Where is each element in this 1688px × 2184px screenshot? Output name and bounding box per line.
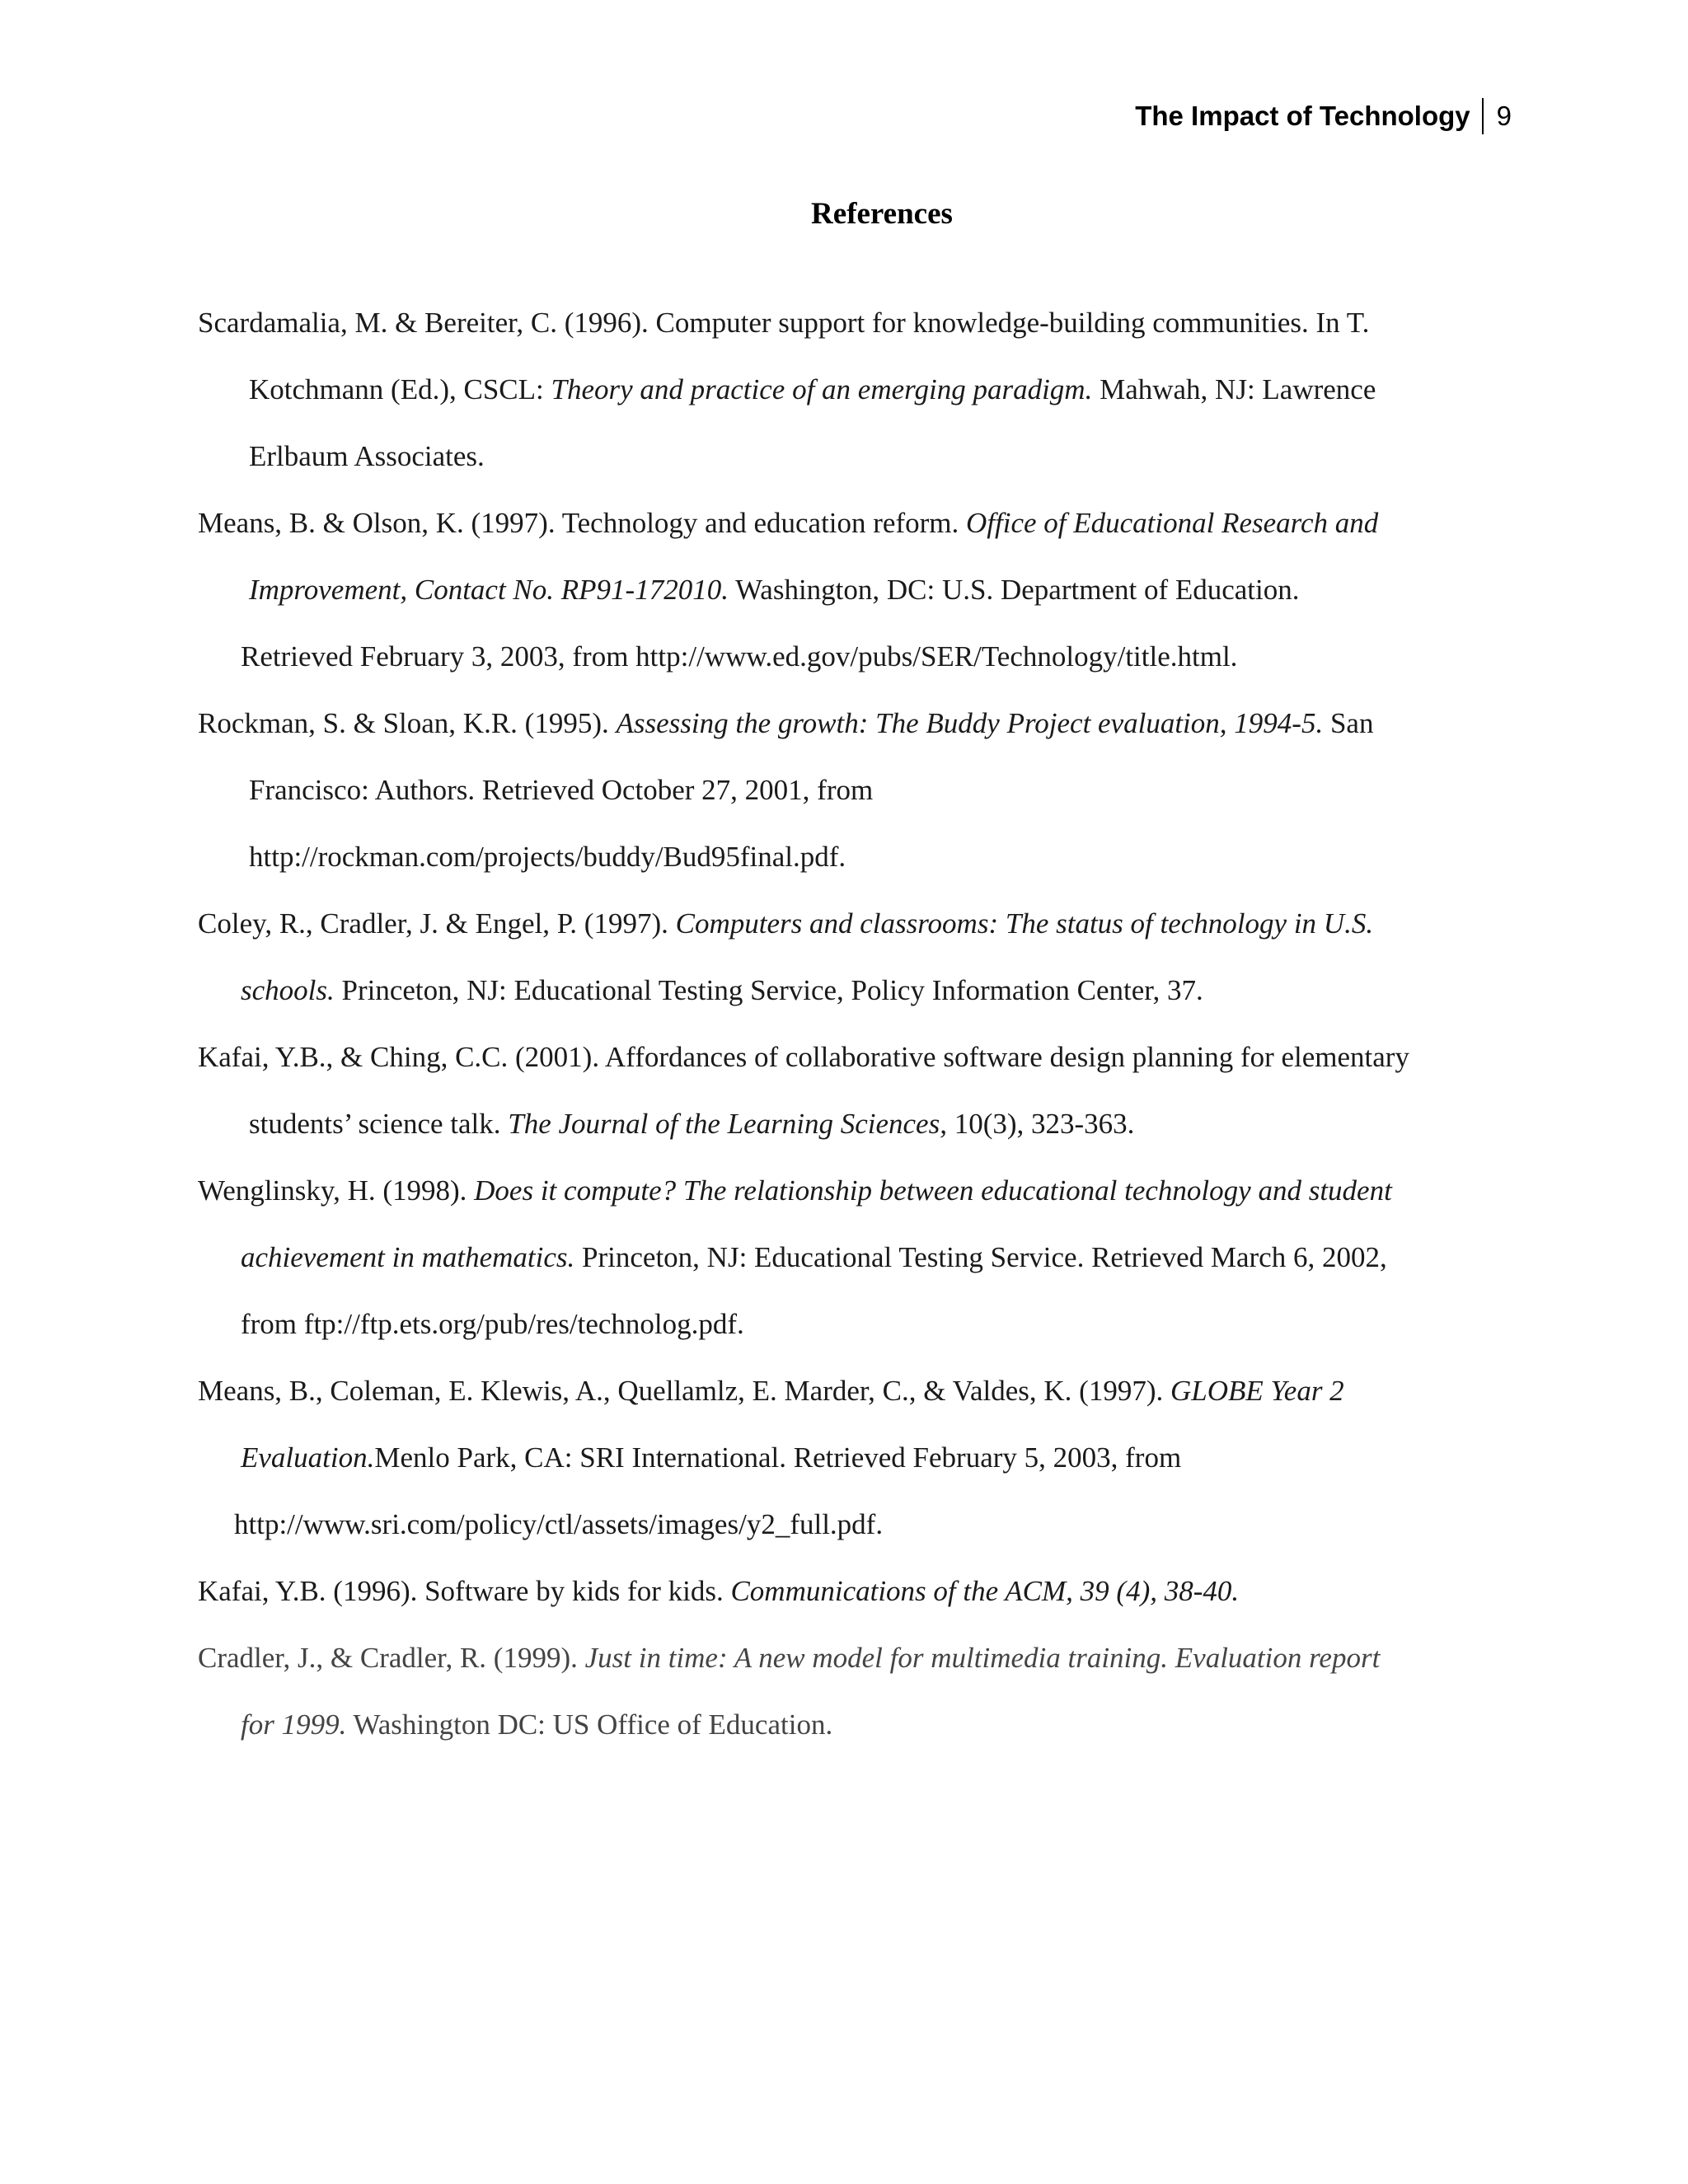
- running-header: [1135, 96, 1512, 136]
- ref-text: Kotchmann (Ed.), CSCL:: [249, 373, 551, 405]
- ref-text: Scardamalia, M. & Bereiter, C. (1996). Computer support for knowledge-building communities. In T.: [198, 307, 1370, 339]
- reference-line: [198, 569, 1492, 635]
- ref-italic-text: Communications of the ACM, 39 (4), 38-40.: [730, 1575, 1240, 1607]
- reference-line: [198, 702, 1492, 769]
- ref-italic-text: Just in time: A new model for multimedia training. Evaluation report: [584, 1642, 1381, 1674]
- reference-line: [198, 1103, 1492, 1169]
- references-heading: References: [811, 197, 953, 231]
- reference-list: [198, 302, 1492, 1770]
- ref-text: Erlbaum Associates.: [249, 440, 485, 472]
- page-number: 9: [1496, 101, 1512, 131]
- ref-italic-text: for 1999.: [241, 1708, 347, 1741]
- reference-line: [198, 368, 1492, 435]
- ref-text: http://rockman.com/projects/buddy/Bud95final.pdf.: [249, 841, 846, 873]
- ref-italic-text: Improvement, Contact No. RP91-172010.: [249, 574, 729, 606]
- reference-line: [198, 435, 1492, 502]
- reference-line: [198, 635, 1492, 702]
- reference-line: [198, 969, 1492, 1036]
- ref-text: Menlo Park, CA: SRI International. Retrieved February 5, 2003, from: [374, 1441, 1182, 1474]
- ref-italic-text: Evaluation.: [241, 1441, 375, 1474]
- reference-line: [198, 502, 1492, 569]
- ref-text: Coley, R., Cradler, J. & Engel, P. (1997).: [198, 907, 676, 940]
- reference-line: [198, 1503, 1492, 1570]
- ref-text: Princeton, NJ: Educational Testing Service, Policy Information Center, 37.: [334, 974, 1203, 1006]
- ref-text: students’ science talk.: [249, 1108, 509, 1140]
- ref-italic-text: Does it compute? The relationship between educational technology and student: [474, 1174, 1392, 1207]
- reference-line: [198, 1303, 1492, 1370]
- ref-italic-text: Office of Educational Research and: [966, 507, 1379, 539]
- ref-italic-text: achievement in mathematics.: [241, 1241, 575, 1273]
- reference-line: [198, 1637, 1492, 1704]
- ref-italic-text: schools.: [241, 974, 335, 1006]
- reference-line: [198, 1370, 1492, 1436]
- reference-line: [198, 1236, 1492, 1303]
- reference-line: [198, 1704, 1492, 1770]
- ref-text: from ftp://ftp.ets.org/pub/res/technolog.pdf.: [241, 1308, 744, 1340]
- ref-text: http://www.sri.com/policy/ctl/assets/images/y2_full.pdf.: [234, 1508, 884, 1540]
- reference-line: [198, 836, 1492, 902]
- ref-italic-text: GLOBE Year 2: [1170, 1375, 1344, 1407]
- ref-text: Kafai, Y.B., & Ching, C.C. (2001). Affordances of collaborative software design planning for elementary: [198, 1041, 1409, 1073]
- ref-text: Retrieved February 3, 2003, from http://www.ed.gov/pubs/SER/Technology/title.html.: [241, 640, 1238, 673]
- ref-text: Rockman, S. & Sloan, K.R. (1995).: [198, 707, 617, 739]
- reference-line: [198, 1169, 1492, 1236]
- ref-text: Francisco: Authors. Retrieved October 27, 2001, from: [249, 774, 874, 806]
- ref-text: Princeton, NJ: Educational Testing Service. Retrieved March 6, 2002,: [574, 1241, 1387, 1273]
- ref-text: Means, B., Coleman, E. Klewis, A., Quellamlz, E. Marder, C., & Valdes, K. (1997).: [198, 1375, 1170, 1407]
- ref-text: Washington DC: US Office of Education.: [346, 1708, 833, 1741]
- ref-text: Cradler, J., & Cradler, R. (1999).: [198, 1642, 585, 1674]
- reference-line: [198, 1570, 1492, 1637]
- ref-text: Wenglinsky, H. (1998).: [198, 1174, 475, 1207]
- running-header-title: The Impact of Technology: [1135, 101, 1470, 131]
- ref-italic-text: Computers and classrooms: The status of technology in U.S.: [675, 907, 1374, 940]
- ref-italic-text: The Journal of the Learning Sciences,: [508, 1108, 947, 1140]
- ref-text: Means, B. & Olson, K. (1997). Technology and education reform.: [198, 507, 966, 539]
- ref-italic-text: Assessing the growth: The Buddy Project evaluation, 1994-5.: [616, 707, 1324, 739]
- reference-line: [198, 769, 1492, 836]
- reference-line: [198, 902, 1492, 969]
- reference-line: [198, 1036, 1492, 1103]
- reference-line: [198, 1436, 1492, 1503]
- ref-text: Washington, DC: U.S. Department of Education.: [728, 574, 1300, 606]
- reference-line: [198, 302, 1492, 368]
- ref-text: Mahwah, NJ: Lawrence: [1092, 373, 1376, 405]
- ref-text: Kafai, Y.B. (1996). Software by kids for kids.: [198, 1575, 731, 1607]
- ref-text: San: [1323, 707, 1374, 739]
- ref-italic-text: Theory and practice of an emerging paradigm.: [551, 373, 1093, 405]
- ref-text: 10(3), 323-363.: [946, 1108, 1135, 1140]
